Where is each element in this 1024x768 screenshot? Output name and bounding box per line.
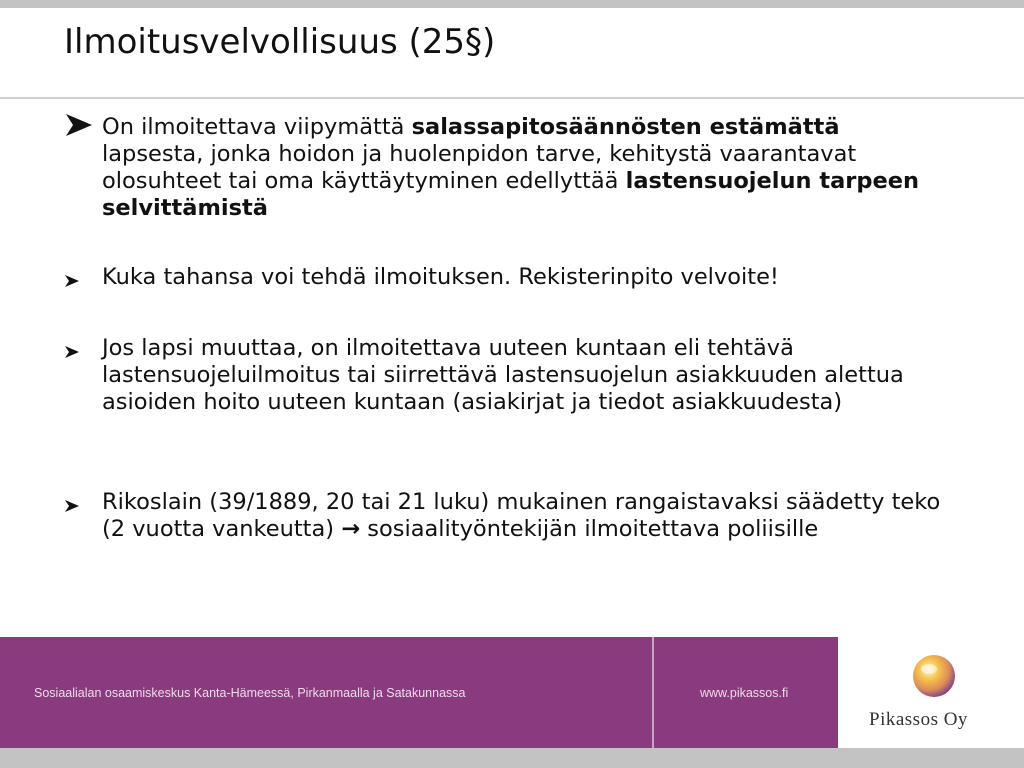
- top-decorative-strip: [0, 0, 1024, 8]
- bullet-bold-segment: lastensuojelun tarpeen selvittämistä: [102, 168, 920, 221]
- bullet-segment: Kuka tahansa voi tehdä ilmoituksen. Rekisterinpito velvoite!: [102, 264, 779, 290]
- slide-title: Ilmoitusvelvollisuus (25§): [64, 22, 496, 62]
- footer-organization: Sosiaalialan osaamiskeskus Kanta-Hämeessä, Pirkanmaalla ja Satakunnassa: [34, 686, 466, 700]
- arrow-bullet-icon: [64, 112, 94, 138]
- bottom-decorative-strip: [0, 748, 1024, 768]
- bullet-text: [102, 264, 942, 291]
- bullet-segment: Rikoslain (39/1889, 20 tai 21 luku) mukainen rangaistavaksi säädetty teko (2 vuotta vankeutta): [102, 489, 941, 542]
- bullet-segment: On ilmoitettava viipymättä: [102, 114, 412, 140]
- footer-url-link[interactable]: www.pikassos.fi: [700, 686, 789, 700]
- bullet-bold-segment: salassapitosäännösten estämättä: [411, 114, 840, 140]
- bullet-text: [102, 114, 942, 222]
- company-logo-text: Pikassos Oy: [869, 709, 968, 730]
- footer-bar: [0, 637, 1024, 748]
- arrow-bullet-icon: [64, 499, 80, 513]
- bullet-segment: Jos lapsi muuttaa, on ilmoitettava uuteen kuntaan eli tehtävä lastensuojeluilmoitus tai siirrettävä lastensuojelun asiakkuuden alettua asioiden hoito uuteen kuntaan (asiakirjat ja tiedot asiakkuudesta): [102, 335, 904, 415]
- bullet-segment: lapsesta, jonka hoidon ja huolenpidon tarve, kehitystä vaarantavat olosuhteet tai oma käyttäytyminen edellyttää: [102, 141, 857, 194]
- bullet-text: [102, 335, 942, 416]
- arrow-bullet-icon: [64, 345, 80, 359]
- bullet-segment: sosiaalityöntekijän ilmoitettava poliisille: [360, 516, 819, 542]
- title-divider: [0, 97, 1024, 99]
- bullet-text: [102, 489, 942, 543]
- orb-logo-icon: [911, 653, 957, 699]
- arrow-bullet-icon: [64, 274, 80, 288]
- bullet-bold-segment: →: [341, 516, 361, 542]
